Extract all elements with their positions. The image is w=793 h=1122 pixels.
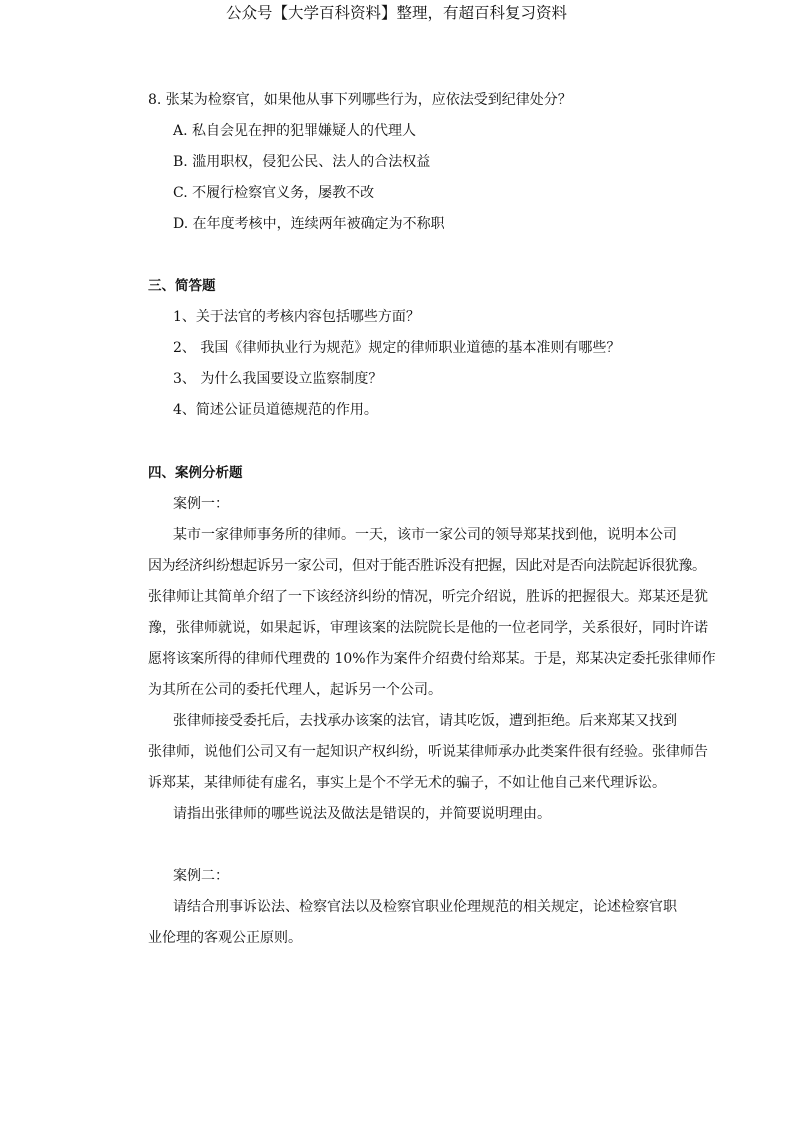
case1-paragraph-line: 张律师，说他们公司又有一起知识产权纠纷，听说某律师承办此类案件很有经验。张律师告	[148, 744, 708, 760]
case1-label: 案例一：	[173, 496, 229, 512]
case2-label: 案例二：	[173, 868, 229, 884]
option-a: A. 私自会见在押的犯罪嫌疑人的代理人	[173, 123, 417, 139]
case2-paragraph-line: 业伦理的客观公正原则。	[148, 930, 302, 946]
short-answer-item: 4、简述公证员道德规范的作用。	[173, 402, 378, 418]
short-answer-item: 1、关于法官的考核内容包括哪些方面？	[173, 309, 420, 325]
question-8	[148, 85, 668, 240]
case1-paragraph-line: 愿将该案所得的律师代理费的 10%作为案件介绍费付给郑某。于是，郑某决定委托张律师作	[148, 651, 716, 667]
case1-paragraph-line: 因为经济纠纷想起诉另一家公司，但对于能否胜诉没有把握，因此对是否向法院起诉很犹豫。	[148, 558, 706, 574]
case1-paragraph-line: 某市一家律师事务所的律师。一天，该市一家公司的领导郑某找到他，说明本公司	[173, 527, 677, 543]
option-c: C. 不履行检察官义务，屡教不改	[173, 185, 375, 201]
option-d: D. 在年度考核中，连续两年被确定为不称职	[173, 216, 445, 232]
short-answer-item: 3、 为什么我国要设立监察制度？	[173, 371, 383, 387]
short-answer-item: 2、 我国《律师执业行为规范》规定的律师职业道德的基本准则有哪些？	[173, 340, 621, 356]
case1-question: 请指出张律师的哪些说法及做法是错误的，并简要说明理由。	[173, 806, 551, 822]
case1-paragraph-line: 张律师让其简单介绍了一下该经济纠纷的情况，听完介绍说，胜诉的把握很大。郑某还是犹	[148, 589, 708, 605]
section-case-analysis	[148, 458, 716, 954]
case2-paragraph-line: 请结合刑事诉讼法、检察官法以及检察官职业伦理规范的相关规定，论述检察官职	[173, 899, 677, 915]
case1-paragraph-line: 张律师接受委托后，去找承办该案的法官，请其吃饭，遭到拒绝。后来郑某又找到	[173, 713, 677, 729]
case1-paragraph-line: 为其所在公司的委托代理人，起诉另一个公司。	[148, 682, 442, 698]
question-stem: 8. 张某为检察官，如果他从事下列哪些行为，应依法受到纪律处分？	[148, 92, 572, 108]
case1-paragraph-line: 豫，张律师就说，如果起诉，审理该案的法院院长是他的一位老同学，关系很好，同时许诺	[148, 620, 708, 636]
section-short-answer	[148, 271, 668, 426]
page-header: 公众号【大学百科资料】整理，有超百科复习资料	[225, 4, 567, 22]
option-b: B. 滥用职权，侵犯公民、法人的合法权益	[173, 154, 431, 170]
case1-paragraph-line: 诉郑某，某律师徒有虚名，事实上是个不学无术的骗子，不如让他自己来代理诉讼。	[148, 775, 666, 791]
section-title: 三、简答题	[148, 278, 216, 294]
section-title: 四、案例分析题	[148, 465, 243, 481]
